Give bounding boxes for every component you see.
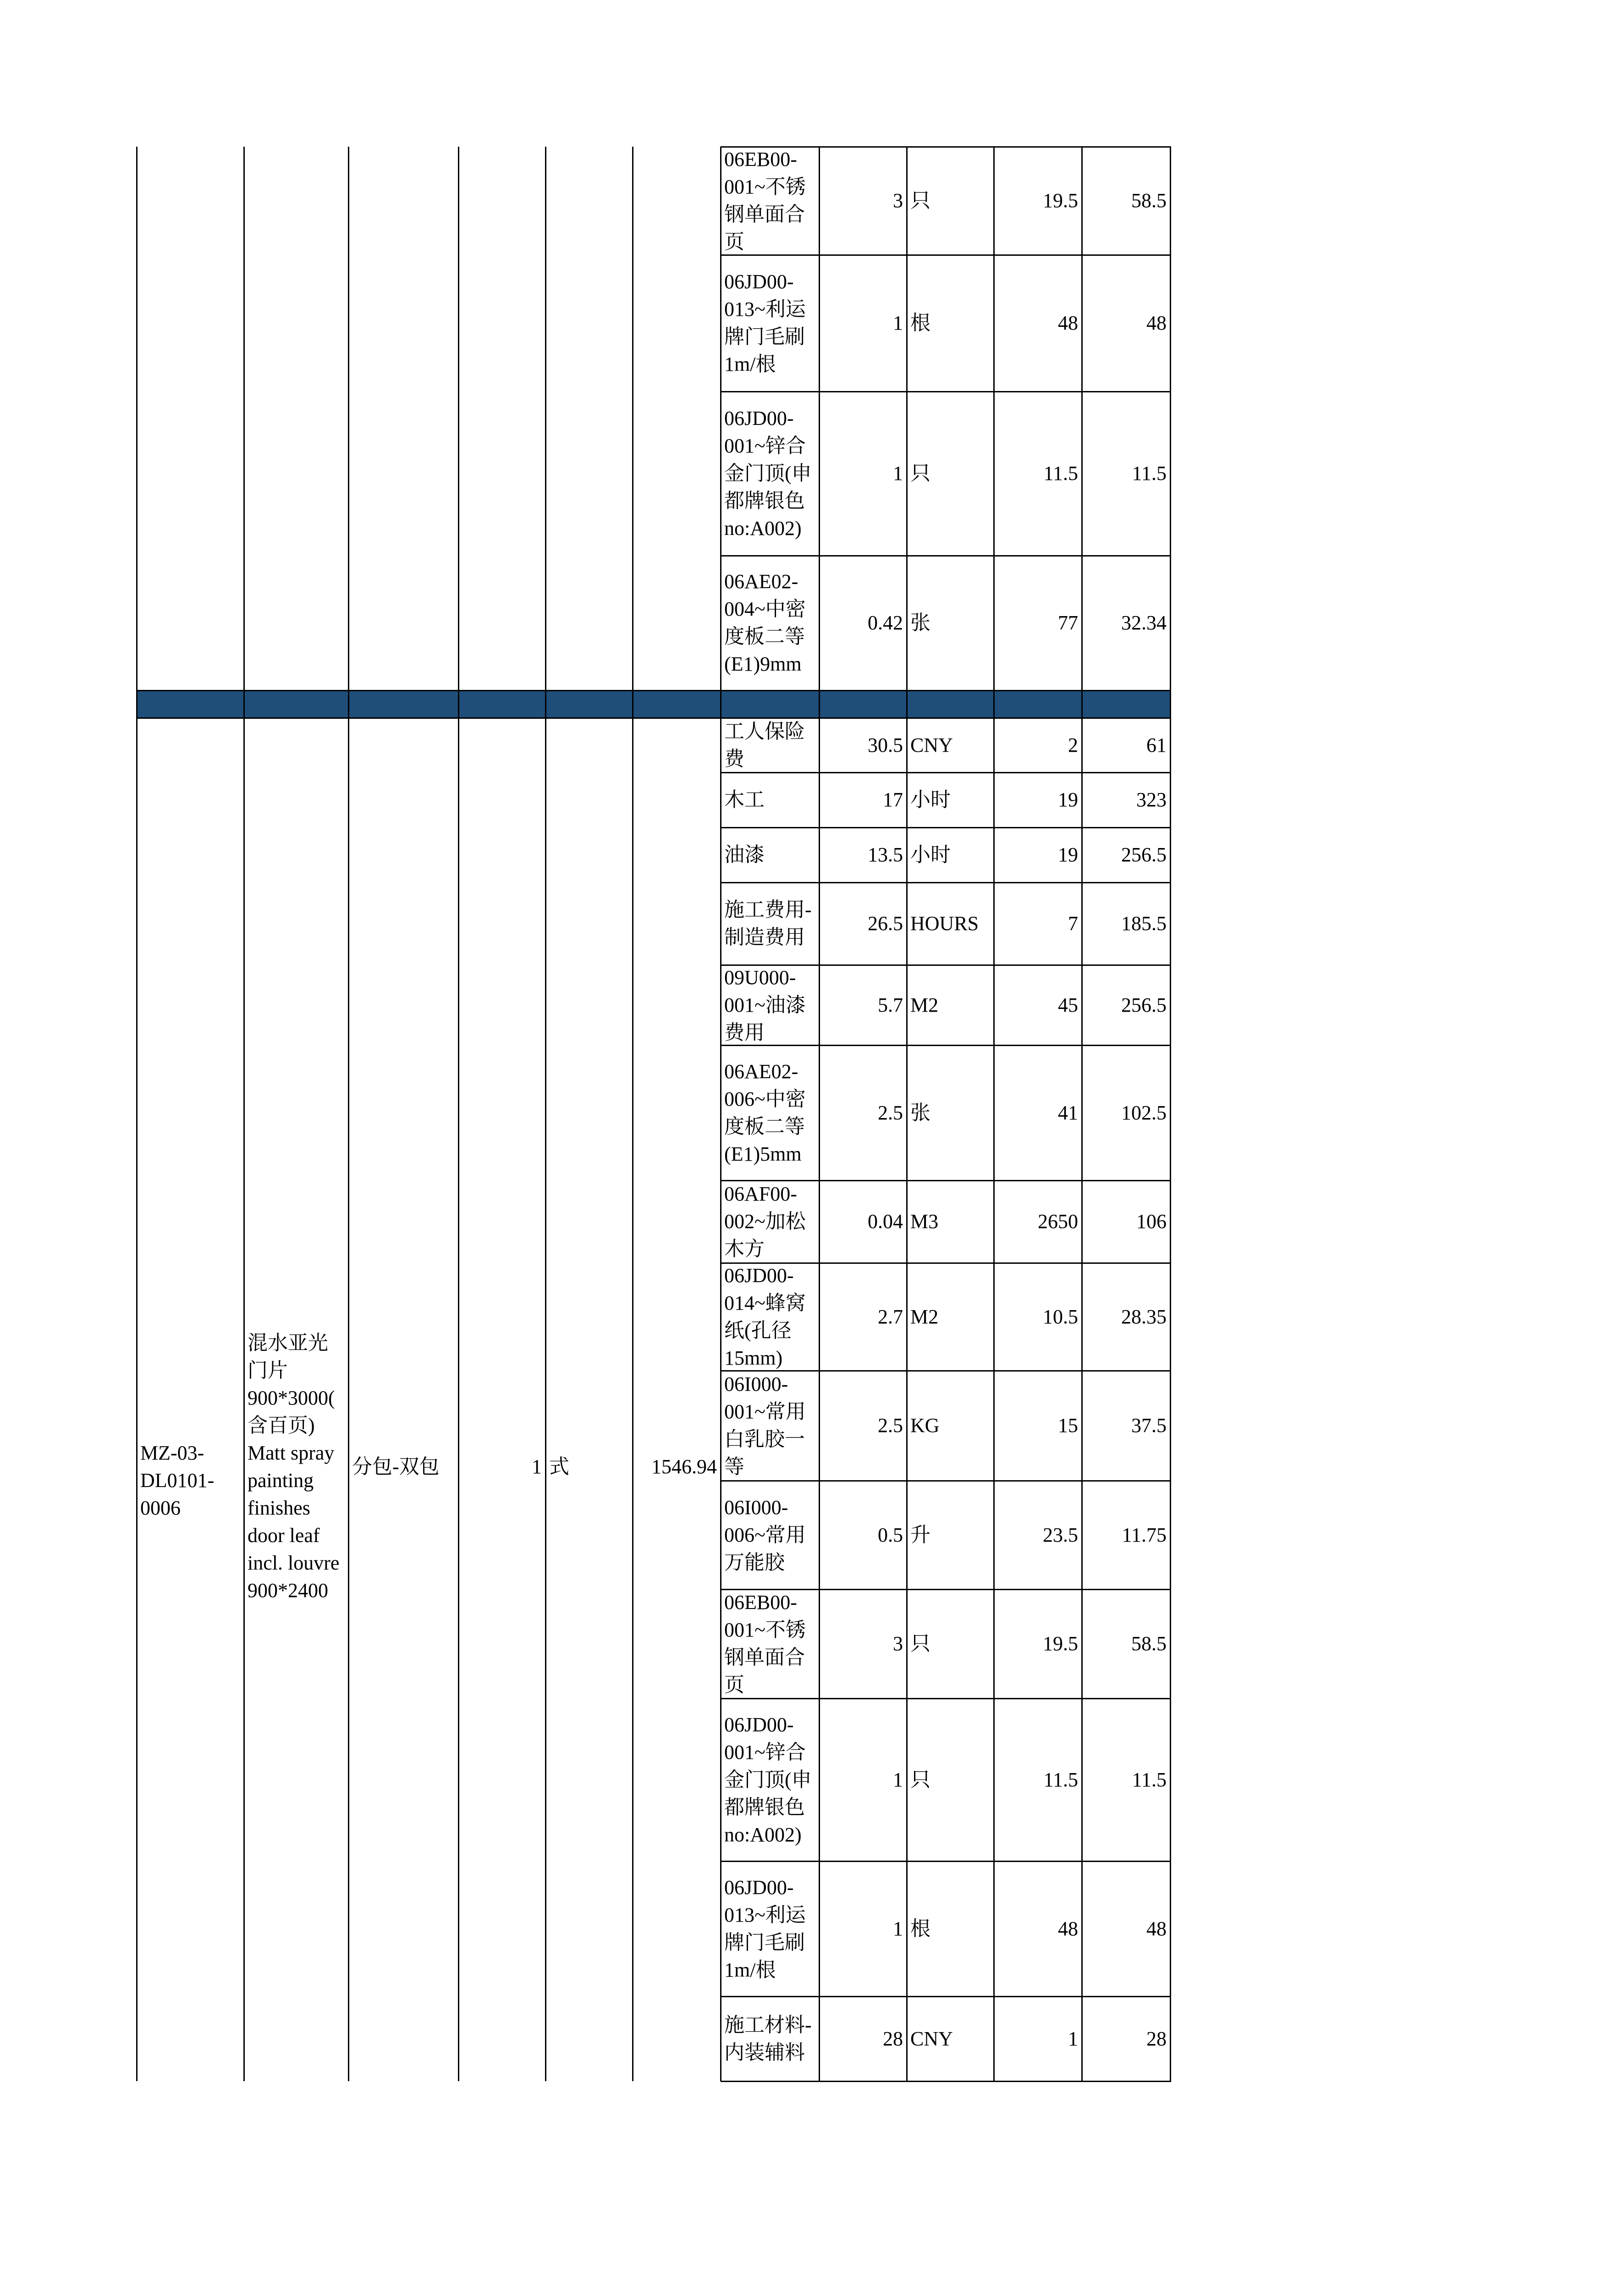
material-amount-cell: 61 xyxy=(1146,733,1167,756)
material-amount-cell: 11.75 xyxy=(1122,1523,1167,1546)
material-amount-cell: 48 xyxy=(1146,1917,1167,1940)
material-amount-cell: 37.5 xyxy=(1131,1414,1167,1437)
material-price-cell: 1 xyxy=(1068,2027,1078,2050)
material-unit-cell: 只 xyxy=(910,1768,930,1791)
material-item-cell: 06JD00- 013~利运 牌门毛刷 1m/根 xyxy=(724,270,806,375)
material-unit-cell: M2 xyxy=(910,993,939,1016)
material-amount-cell: 28 xyxy=(1146,2027,1167,2050)
material-unit-cell: CNY xyxy=(910,733,953,756)
material-amount-cell: 185.5 xyxy=(1121,912,1167,935)
material-qty-cell: 28 xyxy=(883,2027,903,2050)
material-qty-cell: 1 xyxy=(893,1917,903,1940)
material-item-cell: 06JD00- 001~锌合 金门顶(申 都牌银色 no:A002) xyxy=(724,407,812,540)
item-code-cell: MZ-03- DL0101- 0006 xyxy=(140,1442,215,1519)
material-item-cell: 施工材料- 内装辅料 xyxy=(724,2013,812,2064)
material-unit-cell: 升 xyxy=(910,1523,930,1546)
grid-vline xyxy=(348,147,349,2081)
material-price-cell: 19.5 xyxy=(1043,1632,1078,1655)
grid-vline xyxy=(243,147,245,2081)
material-unit-cell: HOURS xyxy=(910,912,979,935)
material-unit-cell: 只 xyxy=(910,1632,930,1655)
material-item-cell: 施工费用- 制造费用 xyxy=(724,898,812,948)
material-price-cell: 11.5 xyxy=(1043,1768,1078,1791)
material-qty-cell: 2.5 xyxy=(878,1414,903,1437)
material-price-cell: 11.5 xyxy=(1043,462,1078,485)
material-qty-cell: 2.5 xyxy=(878,1101,903,1124)
item-total-cell: 1546.94 xyxy=(651,1455,717,1478)
material-unit-cell: 小时 xyxy=(910,788,951,811)
material-unit-cell: CNY xyxy=(910,2027,953,2050)
material-item-cell: 06EB00- 001~不锈 钢单面合 页 xyxy=(724,148,806,253)
grid-vline xyxy=(720,147,721,2081)
item-description-cell: 混水亚光 门片 900*3000( 含百页) Matt spray painting finishes door leaf incl. louvre 900*2400 xyxy=(248,1332,340,1602)
material-amount-cell: 256.5 xyxy=(1121,843,1167,866)
material-price-cell: 2 xyxy=(1068,733,1078,756)
material-unit-cell: M2 xyxy=(910,1305,939,1328)
material-price-cell: 19 xyxy=(1058,843,1078,866)
material-unit-cell: M3 xyxy=(910,1210,939,1233)
grid-vline xyxy=(458,147,459,2081)
material-amount-cell: 102.5 xyxy=(1121,1101,1167,1124)
material-item-cell: 06I000- 001~常用 白乳胶一 等 xyxy=(724,1373,806,1478)
material-qty-cell: 0.5 xyxy=(878,1523,903,1546)
material-unit-cell: 张 xyxy=(910,612,930,634)
grid-vline xyxy=(1081,147,1083,2081)
material-item-cell: 木工 xyxy=(724,788,765,811)
material-item-cell: 06I000- 006~常用 万能胶 xyxy=(724,1496,806,1574)
grid-vline xyxy=(906,147,908,2081)
grid-vline xyxy=(136,147,138,2081)
grid-vline xyxy=(632,147,633,2081)
material-qty-cell: 30.5 xyxy=(868,733,903,756)
material-price-cell: 7 xyxy=(1068,912,1078,935)
material-price-cell: 23.5 xyxy=(1043,1523,1078,1546)
material-unit-cell: 只 xyxy=(910,189,930,212)
material-price-cell: 2650 xyxy=(1038,1210,1078,1233)
material-qty-cell: 17 xyxy=(883,788,903,811)
material-qty-cell: 1 xyxy=(893,1768,903,1791)
material-price-cell: 45 xyxy=(1058,993,1078,1016)
material-amount-cell: 58.5 xyxy=(1131,189,1167,212)
material-qty-cell: 3 xyxy=(893,189,903,212)
material-amount-cell: 323 xyxy=(1136,788,1167,811)
grid-vline xyxy=(545,147,546,2081)
material-amount-cell: 58.5 xyxy=(1131,1632,1167,1655)
material-unit-cell: 小时 xyxy=(910,843,951,866)
material-item-cell: 06AF00- 002~加松 木方 xyxy=(724,1183,806,1260)
material-qty-cell: 26.5 xyxy=(868,912,903,935)
material-qty-cell: 2.7 xyxy=(878,1305,903,1328)
contract-type-cell: 分包-双包 xyxy=(352,1455,440,1478)
material-unit-cell: 根 xyxy=(910,1917,930,1940)
material-amount-cell: 11.5 xyxy=(1132,462,1167,485)
material-price-cell: 10.5 xyxy=(1043,1305,1078,1328)
material-qty-cell: 5.7 xyxy=(878,993,903,1016)
material-amount-cell: 11.5 xyxy=(1132,1768,1167,1791)
material-item-cell: 06JD00- 013~利运 牌门毛刷 1m/根 xyxy=(724,1876,806,1981)
material-qty-cell: 3 xyxy=(893,1632,903,1655)
grid-vline xyxy=(819,147,820,2081)
grid-vline xyxy=(1170,147,1171,2081)
material-price-cell: 48 xyxy=(1058,1917,1078,1940)
material-qty-cell: 13.5 xyxy=(868,843,903,866)
material-price-cell: 48 xyxy=(1058,312,1078,334)
material-qty-cell: 0.42 xyxy=(868,612,903,634)
material-item-cell: 工人保险 费 xyxy=(724,720,805,770)
material-amount-cell: 48 xyxy=(1146,312,1167,334)
material-qty-cell: 0.04 xyxy=(868,1210,903,1233)
material-price-cell: 19.5 xyxy=(1043,189,1078,212)
material-unit-cell: KG xyxy=(910,1414,940,1437)
material-price-cell: 15 xyxy=(1058,1414,1078,1437)
material-item-cell: 06AE02- 006~中密 度板二等 (E1)5mm xyxy=(724,1060,806,1165)
material-unit-cell: 张 xyxy=(910,1101,930,1124)
material-amount-cell: 28.35 xyxy=(1121,1305,1167,1328)
material-item-cell: 06AE02- 004~中密 度板二等 (E1)9mm xyxy=(724,570,806,675)
item-quantity-cell: 1 xyxy=(532,1455,542,1478)
material-price-cell: 77 xyxy=(1058,612,1078,634)
material-unit-cell: 只 xyxy=(910,462,930,485)
material-amount-cell: 106 xyxy=(1136,1210,1167,1233)
material-price-cell: 19 xyxy=(1058,788,1078,811)
section-separator-band xyxy=(137,690,1170,718)
material-qty-cell: 1 xyxy=(893,462,903,485)
material-amount-cell: 32.34 xyxy=(1121,612,1167,634)
material-item-cell: 06JD00- 001~锌合 金门顶(申 都牌银色 no:A002) xyxy=(724,1713,812,1846)
material-amount-cell: 256.5 xyxy=(1121,993,1167,1016)
material-qty-cell: 1 xyxy=(893,312,903,334)
grid-vline xyxy=(993,147,995,2081)
material-price-cell: 41 xyxy=(1058,1101,1078,1124)
material-unit-cell: 根 xyxy=(910,312,930,334)
material-item-cell: 06JD00- 014~蜂窝 纸(孔径 15mm) xyxy=(724,1264,806,1369)
material-item-cell: 06EB00- 001~不锈 钢单面合 页 xyxy=(724,1591,806,1696)
material-item-cell: 09U000- 001~油漆 费用 xyxy=(724,966,806,1044)
item-unit-cell: 式 xyxy=(549,1455,569,1478)
material-item-cell: 油漆 xyxy=(724,843,765,866)
